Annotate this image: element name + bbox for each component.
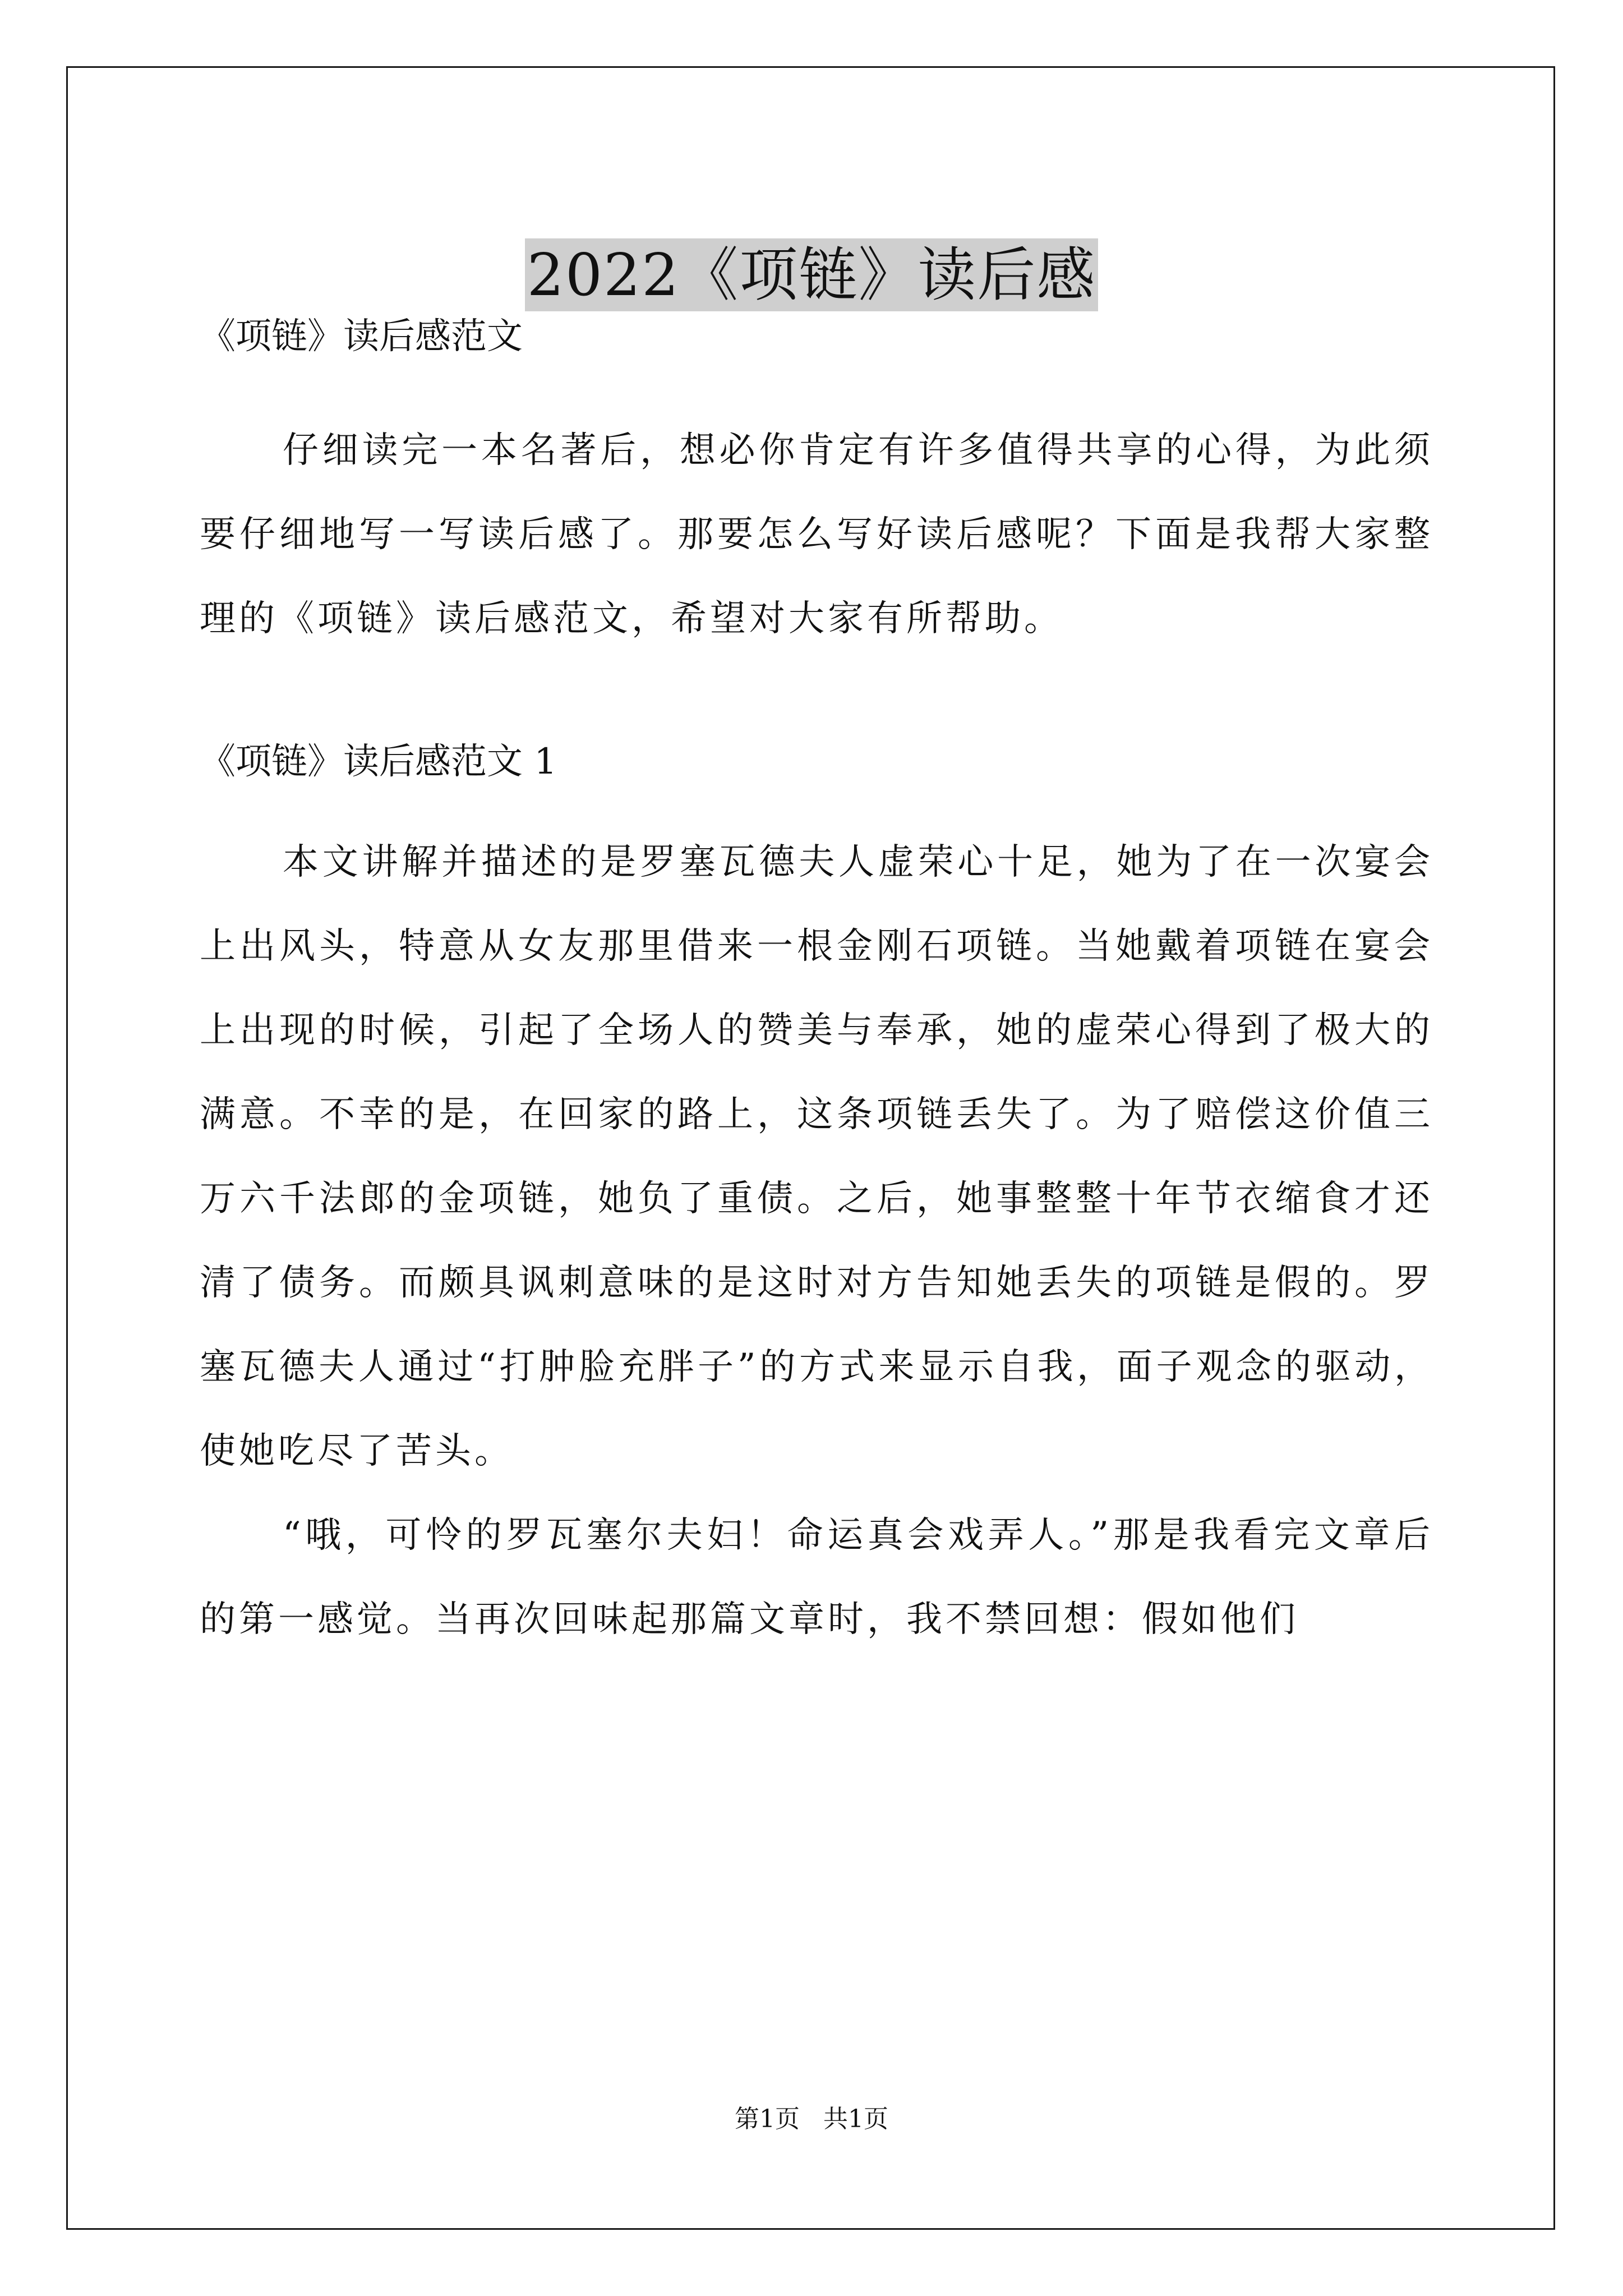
section-heading-fanwen: 《项链》读后感范文 [200, 316, 523, 357]
body-paragraph-2: “哦，可怜的罗瓦塞尔夫妇！命运真会戏弄人。”那是我看完文章后的第一感觉。当再次回味起那篇文章时，我不禁回想：假如他们 [200, 1515, 1433, 1640]
document-body [200, 314, 1433, 1662]
intro-paragraph: 仔细读完一本名著后，想必你肯定有许多值得共享的心得，为此须要仔细地写一写读后感了。那要怎么写好读后感呢？下面是我帮大家整理的《项链》读后感范文，希望对大家有所帮助。 [200, 430, 1433, 639]
page-footer: 第1页 共1页 [735, 2105, 888, 2133]
section-heading-fanwen-1: 《项链》读后感范文 1 [200, 741, 557, 783]
document-title: 2022《项链》读后感 [525, 238, 1099, 311]
body-paragraph-1: 本文讲解并描述的是罗塞瓦德夫人虚荣心十足，她为了在一次宴会上出风头，特意从女友那里借来一根金刚石项链。当她戴着项链在宴会上出现的时候，引起了全场人的赞美与奉承，她的虚荣心得到了极大的满意。不幸的是，在回家的路上，这条项链丢失了。为了赔偿这价值三万六千法郎的金项链，她负了重债。之后，她事整整十年节衣缩食才还清了债务。而颇具讽刺意味的是这时对方告知她丢失的项链是假的。罗塞瓦德夫人通过“打肿脸充胖子”的方式来显示自我，面子观念的驱动，使她吃尽了苦头。 [200, 841, 1433, 1472]
